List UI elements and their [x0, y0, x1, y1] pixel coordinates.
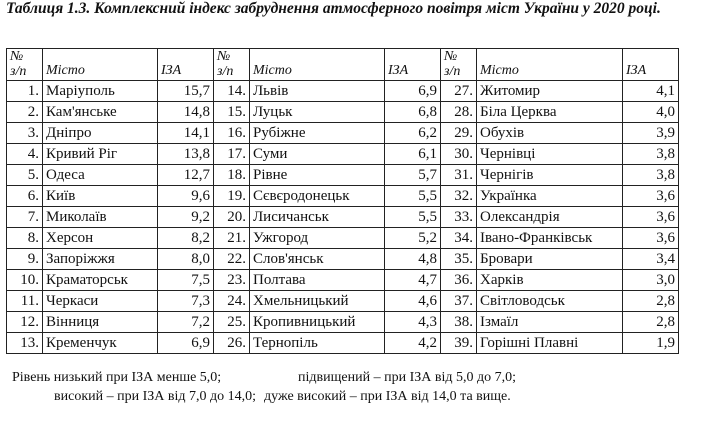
city-name: Горішні Плавні: [477, 333, 623, 354]
row-number: 38.: [441, 312, 477, 333]
city-name: Українка: [477, 186, 623, 207]
header-iza: ІЗА: [385, 49, 441, 81]
table-body: [7, 81, 679, 354]
row-number: 14.: [214, 81, 250, 102]
row-number: 39.: [441, 333, 477, 354]
city-name: Запоріжжя: [43, 249, 158, 270]
row-number: 9.: [7, 249, 43, 270]
city-name: Хмельницький: [250, 291, 385, 312]
row-number: 35.: [441, 249, 477, 270]
city-name: Кам'янське: [43, 102, 158, 123]
row-number: 8.: [7, 228, 43, 249]
legend-notes: [12, 368, 702, 406]
city-name: Миколаїв: [43, 207, 158, 228]
table-row: [7, 291, 679, 312]
iza-value: 3,6: [623, 207, 679, 228]
table-row: [7, 123, 679, 144]
city-name: Ізмаїл: [477, 312, 623, 333]
city-name: Київ: [43, 186, 158, 207]
city-name: Вінниця: [43, 312, 158, 333]
row-number: 16.: [214, 123, 250, 144]
iza-value: 3,6: [623, 186, 679, 207]
city-name: Чернігів: [477, 165, 623, 186]
pollution-index-table: [6, 48, 679, 354]
city-name: Бровари: [477, 249, 623, 270]
iza-value: 7,2: [158, 312, 214, 333]
row-number: 20.: [214, 207, 250, 228]
iza-value: 3,0: [623, 270, 679, 291]
header-iza: ІЗА: [623, 49, 679, 81]
iza-value: 4,6: [385, 291, 441, 312]
iza-value: 5,5: [385, 186, 441, 207]
city-name: Суми: [250, 144, 385, 165]
header-iza: ІЗА: [158, 49, 214, 81]
row-number: 25.: [214, 312, 250, 333]
city-name: Чернівці: [477, 144, 623, 165]
row-number: 31.: [441, 165, 477, 186]
city-name: Луцьк: [250, 102, 385, 123]
iza-value: 2,8: [623, 312, 679, 333]
row-number: 26.: [214, 333, 250, 354]
city-name: Херсон: [43, 228, 158, 249]
row-number: 34.: [441, 228, 477, 249]
iza-value: 15,7: [158, 81, 214, 102]
city-name: Кривий Ріг: [43, 144, 158, 165]
row-number: 5.: [7, 165, 43, 186]
row-number: 36.: [441, 270, 477, 291]
iza-value: 1,9: [623, 333, 679, 354]
iza-value: 4,3: [385, 312, 441, 333]
row-number: 17.: [214, 144, 250, 165]
iza-value: 14,1: [158, 123, 214, 144]
row-number: 30.: [441, 144, 477, 165]
city-name: Харків: [477, 270, 623, 291]
row-number: 1.: [7, 81, 43, 102]
header-city: Місто: [250, 49, 385, 81]
row-number: 11.: [7, 291, 43, 312]
row-number: 37.: [441, 291, 477, 312]
city-name: Рівне: [250, 165, 385, 186]
city-name: Маріуполь: [43, 81, 158, 102]
iza-value: 6,9: [385, 81, 441, 102]
row-number: 27.: [441, 81, 477, 102]
row-number: 32.: [441, 186, 477, 207]
row-number: 28.: [441, 102, 477, 123]
city-name: Полтава: [250, 270, 385, 291]
iza-value: 7,5: [158, 270, 214, 291]
city-name: Рубіжне: [250, 123, 385, 144]
header-city: Місто: [477, 49, 623, 81]
iza-value: 5,2: [385, 228, 441, 249]
city-name: Біла Церква: [477, 102, 623, 123]
iza-value: 6,9: [158, 333, 214, 354]
row-number: 4.: [7, 144, 43, 165]
iza-value: 3,9: [623, 123, 679, 144]
table-header-row: [7, 49, 679, 81]
header-number: № з/п: [7, 49, 43, 81]
city-name: Кременчук: [43, 333, 158, 354]
row-number: 2.: [7, 102, 43, 123]
row-number: 10.: [7, 270, 43, 291]
iza-value: 8,2: [158, 228, 214, 249]
row-number: 7.: [7, 207, 43, 228]
city-name: Слов'янськ: [250, 249, 385, 270]
city-name: Черкаси: [43, 291, 158, 312]
iza-value: 8,0: [158, 249, 214, 270]
iza-value: 9,6: [158, 186, 214, 207]
row-number: 29.: [441, 123, 477, 144]
notes-line-2: [12, 387, 702, 406]
iza-value: 4,2: [385, 333, 441, 354]
iza-value: 13,8: [158, 144, 214, 165]
table-row: [7, 333, 679, 354]
row-number: 33.: [441, 207, 477, 228]
iza-value: 4,7: [385, 270, 441, 291]
row-number: 3.: [7, 123, 43, 144]
city-name: Одеса: [43, 165, 158, 186]
table-row: [7, 165, 679, 186]
note-low: Рівень низький при ІЗА менше 5,0;: [12, 370, 222, 385]
table-caption: Таблиця 1.3. Комплексний індекс забруднення атмосферного повітря міст України у 2020 році.: [6, 0, 661, 17]
iza-value: 12,7: [158, 165, 214, 186]
city-name: Ужгород: [250, 228, 385, 249]
header-city: Місто: [43, 49, 158, 81]
row-number: 15.: [214, 102, 250, 123]
row-number: 23.: [214, 270, 250, 291]
iza-value: 5,7: [385, 165, 441, 186]
city-name: Олександрія: [477, 207, 623, 228]
city-name: Світловодськ: [477, 291, 623, 312]
table-row: [7, 102, 679, 123]
row-number: 19.: [214, 186, 250, 207]
iza-value: 9,2: [158, 207, 214, 228]
iza-value: 6,1: [385, 144, 441, 165]
city-name: Кропивницький: [250, 312, 385, 333]
note-elevated: підвищений – при ІЗА від 5,0 до 7,0;: [298, 370, 516, 385]
row-number: 24.: [214, 291, 250, 312]
table-row: [7, 144, 679, 165]
iza-value: 4,8: [385, 249, 441, 270]
iza-value: 3,6: [623, 228, 679, 249]
iza-value: 5,5: [385, 207, 441, 228]
note-high: високий – при ІЗА від 7,0 до 14,0;: [54, 389, 257, 404]
table-row: [7, 186, 679, 207]
row-number: 12.: [7, 312, 43, 333]
table-row: [7, 81, 679, 102]
city-name: Обухів: [477, 123, 623, 144]
city-name: Лисичанськ: [250, 207, 385, 228]
row-number: 21.: [214, 228, 250, 249]
city-name: Сєвєродонецьк: [250, 186, 385, 207]
notes-line-1: [12, 368, 702, 387]
table-row: [7, 228, 679, 249]
table-row: [7, 207, 679, 228]
city-name: Краматорськ: [43, 270, 158, 291]
iza-value: 3,8: [623, 165, 679, 186]
iza-value: 14,8: [158, 102, 214, 123]
city-name: Львів: [250, 81, 385, 102]
row-number: 18.: [214, 165, 250, 186]
city-name: Івано-Франківськ: [477, 228, 623, 249]
row-number: 6.: [7, 186, 43, 207]
header-number: № з/п: [214, 49, 250, 81]
row-number: 13.: [7, 333, 43, 354]
iza-value: 4,1: [623, 81, 679, 102]
note-very-high: дуже високий – при ІЗА від 14,0 та вище.: [264, 389, 511, 404]
table-row: [7, 270, 679, 291]
header-number: № з/п: [441, 49, 477, 81]
table-row: [7, 312, 679, 333]
iza-value: 3,4: [623, 249, 679, 270]
iza-value: 3,8: [623, 144, 679, 165]
table-row: [7, 249, 679, 270]
iza-value: 6,8: [385, 102, 441, 123]
city-name: Дніпро: [43, 123, 158, 144]
iza-value: 7,3: [158, 291, 214, 312]
city-name: Тернопіль: [250, 333, 385, 354]
city-name: Житомир: [477, 81, 623, 102]
iza-value: 2,8: [623, 291, 679, 312]
iza-value: 4,0: [623, 102, 679, 123]
row-number: 22.: [214, 249, 250, 270]
iza-value: 6,2: [385, 123, 441, 144]
